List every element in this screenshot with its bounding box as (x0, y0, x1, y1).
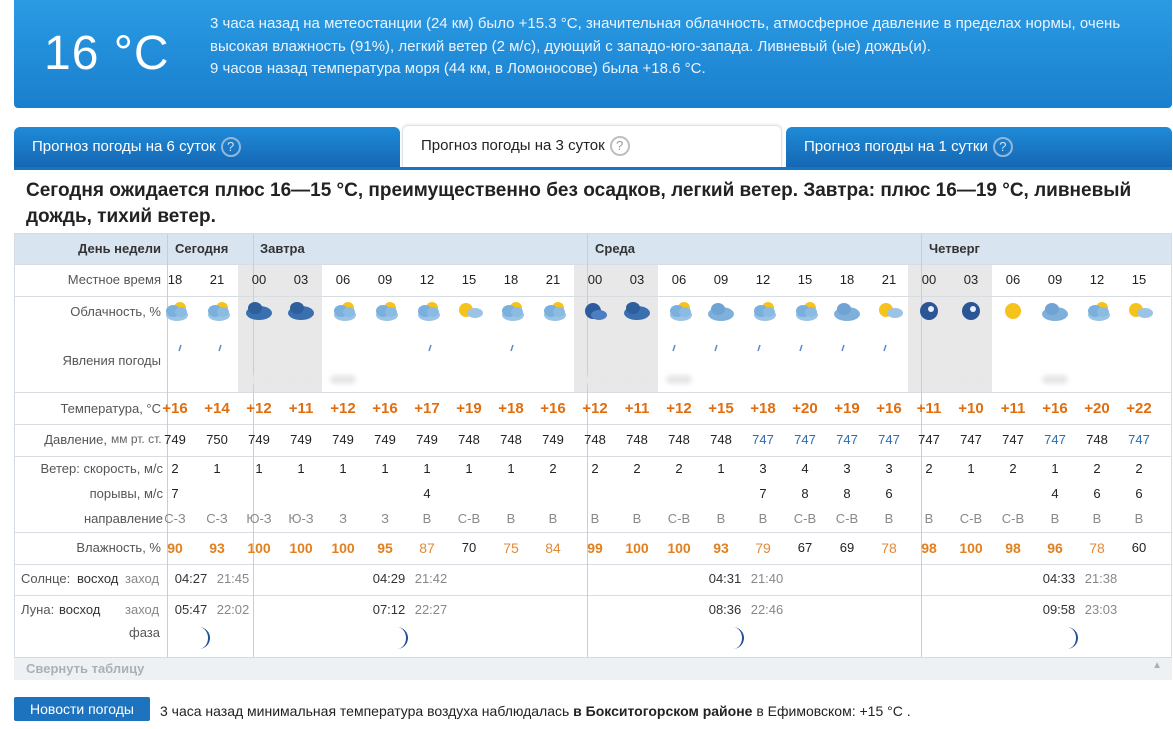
moonrise-time: 07:12 (372, 602, 406, 617)
pressure-cell: 747 (1002, 432, 1024, 447)
pressure-cell: 749 (290, 432, 312, 447)
pressure-cell: 747 (794, 432, 816, 447)
time-label: Местное время (67, 272, 161, 287)
wind-direction-cell: В (548, 511, 558, 526)
humidity-cell: 84 (545, 540, 561, 556)
wind-speed-cell: 3 (843, 461, 851, 476)
wind-speed-cell: 2 (633, 461, 641, 476)
wind-direction-label: направление (83, 511, 163, 526)
moon-clear-icon (915, 300, 943, 322)
sun-label: Солнце: (21, 571, 71, 586)
temperature-cell: +10 (958, 400, 984, 417)
humidity-cell: 96 (1047, 540, 1063, 556)
cloudy-night-icon (245, 300, 273, 322)
wind-direction-cell: С-В (835, 511, 859, 526)
partly-cloudy-icon (539, 300, 567, 322)
partly-cloudy-icon (203, 300, 231, 322)
time-cell: 15 (1131, 272, 1147, 287)
rain-icon (756, 340, 762, 348)
partly-cloudy-icon (413, 300, 441, 322)
wind-direction-cell: В (590, 511, 600, 526)
wind-direction-cell: В (924, 511, 934, 526)
wind-speed-cell: 1 (1051, 461, 1059, 476)
time-cell: 00 (251, 272, 267, 287)
news-district-link[interactable]: в Бокситогорском районе (573, 703, 753, 719)
humidity-cell: 93 (713, 540, 729, 556)
pressure-cell: 749 (164, 432, 186, 447)
sun-rise-label: восход (77, 571, 119, 586)
day-name: Среда (595, 241, 636, 256)
sunset-time: 21:38 (1084, 571, 1118, 586)
wind-direction-cell: З (381, 511, 389, 526)
humidity-cell: 78 (881, 540, 897, 556)
partly-cloudy-icon (371, 300, 399, 322)
wind-direction-cell: С-З (164, 511, 186, 526)
humidity-cell: 70 (461, 540, 477, 555)
moon-phase-icon (193, 625, 213, 651)
wind-direction-cell: С-З (206, 511, 228, 526)
partly-cloudy-icon (161, 300, 189, 322)
wind-gust-cell: 7 (171, 486, 179, 501)
wind-direction-cell: Ю-З (246, 511, 272, 526)
humidity-cell: 75 (503, 540, 519, 556)
humidity-label: Влажность, % (76, 540, 161, 555)
temperature-cell: +15 (708, 400, 734, 417)
rain-icon (798, 340, 804, 348)
wind-direction-cell: С-В (457, 511, 481, 526)
weather-news-text (160, 703, 911, 719)
time-cell: 03 (293, 272, 309, 287)
moon-set-label: заход (125, 602, 160, 617)
row-divider (15, 595, 1172, 596)
wind-speed-cell: 2 (1009, 461, 1017, 476)
wind-speed-cell: 1 (423, 461, 431, 476)
pressure-cell: 749 (416, 432, 438, 447)
wind-gust-cell: 6 (1135, 486, 1143, 501)
temperature-cell: +16 (162, 400, 188, 417)
humidity-cell: 69 (839, 540, 855, 555)
row-divider (15, 424, 1172, 425)
row-divider (15, 392, 1172, 393)
temperature-cell: +16 (1042, 400, 1068, 417)
wind-direction-cell: В (1092, 511, 1102, 526)
temperature-cell: +16 (876, 400, 902, 417)
temperature-cell: +11 (916, 400, 942, 417)
forecast-tabs (14, 125, 1172, 167)
temperature-cell: +20 (1084, 400, 1110, 417)
moon-phase-icon (1061, 625, 1081, 651)
time-cell: 03 (629, 272, 645, 287)
row-divider (15, 264, 1172, 265)
sunrise-time: 04:33 (1042, 571, 1076, 586)
time-cell: 06 (671, 272, 687, 287)
humidity-cell: 100 (289, 540, 313, 556)
pressure-cell: 748 (626, 432, 648, 447)
sun-set-label: заход (125, 571, 160, 586)
sunrise-time: 04:29 (372, 571, 406, 586)
moonset-time: 22:27 (414, 602, 448, 617)
wind-gust-cell: 7 (759, 486, 767, 501)
humidity-cell: 98 (1005, 540, 1021, 556)
pressure-cell: 748 (1086, 432, 1108, 447)
rain-icon (509, 340, 515, 348)
temperature-cell: +12 (246, 400, 272, 417)
humidity-cell: 100 (625, 540, 649, 556)
pressure-cell: 749 (542, 432, 564, 447)
partly-cloudy-icon (665, 300, 693, 322)
wind-direction-cell: С-В (667, 511, 691, 526)
temperature-cell: +17 (414, 400, 440, 417)
humidity-cell: 67 (797, 540, 813, 555)
rain-icon (671, 340, 677, 348)
pressure-cell: 748 (458, 432, 480, 447)
wind-direction-cell: В (422, 511, 432, 526)
partly-cloudy-icon (749, 300, 777, 322)
wind-speed-cell: 1 (717, 461, 725, 476)
tab-6-days-label: Прогноз погоды на 6 суток (32, 138, 216, 155)
temperature-cell: +19 (456, 400, 482, 417)
time-cell: 18 (167, 272, 183, 287)
cloudy-icon (1041, 300, 1069, 322)
time-cell: 21 (881, 272, 897, 287)
humidity-cell: 60 (1131, 540, 1147, 555)
moon-phase-icon (727, 625, 747, 651)
wind-speed-cell: 3 (759, 461, 767, 476)
time-cell: 00 (921, 272, 937, 287)
pressure-cell: 747 (1044, 432, 1066, 447)
tab-3-days-label: Прогноз погоды на 3 суток (421, 137, 605, 154)
help-icon[interactable]: ? (221, 137, 241, 157)
wind-gust-cell: 8 (801, 486, 809, 501)
pressure-cell: 750 (206, 432, 228, 447)
sun-cloud-icon (455, 300, 483, 322)
partly-cloudy-icon (497, 300, 525, 322)
humidity-cell: 98 (921, 540, 937, 556)
weather-news-button[interactable]: Новости погоды (14, 697, 150, 721)
wind-direction-cell: В (716, 511, 726, 526)
temperature-cell: +16 (372, 400, 398, 417)
pressure-cell: 749 (374, 432, 396, 447)
wind-speed-cell: 2 (675, 461, 683, 476)
temperature-cell: +12 (582, 400, 608, 417)
row-divider (15, 532, 1172, 533)
wind-speed-cell: 2 (1135, 461, 1143, 476)
fog-icon (330, 375, 356, 384)
time-cell: 12 (1089, 272, 1105, 287)
time-cell: 18 (503, 272, 519, 287)
temperature-cell: +22 (1126, 400, 1152, 417)
sun-icon (999, 300, 1027, 322)
temperature-label: Температура, °C (60, 401, 161, 416)
sea-temperature-report: 9 часов назад температура моря (44 км, в Ломоносове) была +18.6 °C. (210, 60, 706, 77)
humidity-cell: 100 (667, 540, 691, 556)
rain-icon (882, 340, 888, 348)
temperature-cell: +12 (330, 400, 356, 417)
humidity-cell: 87 (419, 540, 435, 556)
humidity-cell: 95 (377, 540, 393, 556)
forecast-summary: Сегодня ожидается плюс 16—15 °C, преимущественно без осадков, легкий ветер. Завтра: плюс 16—19 °C, ливневый дождь, тихий ветер. (14, 167, 1172, 233)
time-cell: 03 (963, 272, 979, 287)
sunset-time: 21:42 (414, 571, 448, 586)
tab-3-days[interactable] (402, 125, 782, 169)
wind-gust-cell: 6 (885, 486, 893, 501)
wind-speed-cell: 1 (255, 461, 263, 476)
moonset-time: 22:46 (750, 602, 784, 617)
wind-speed-label: Ветер: скорость, м/с (40, 461, 163, 476)
sun-cloud-icon (1125, 300, 1153, 322)
moonrise-time: 05:47 (174, 602, 208, 617)
time-cell: 09 (713, 272, 729, 287)
wind-speed-cell: 1 (381, 461, 389, 476)
humidity-cell: 79 (755, 540, 771, 556)
help-icon[interactable]: ? (610, 136, 630, 156)
time-cell: 21 (545, 272, 561, 287)
fog-icon (666, 375, 692, 384)
pressure-cell: 747 (752, 432, 774, 447)
time-cell: 21 (209, 272, 225, 287)
partly-cloudy-icon (1083, 300, 1111, 322)
humidity-cell: 93 (209, 540, 225, 556)
rain-icon (217, 340, 223, 348)
wind-speed-cell: 1 (339, 461, 347, 476)
wind-speed-cell: 2 (591, 461, 599, 476)
cloudy-icon (833, 300, 861, 322)
time-cell: 18 (839, 272, 855, 287)
moonrise-time: 09:58 (1042, 602, 1076, 617)
cloud-label: Облачность, % (70, 304, 161, 319)
wind-speed-cell: 2 (1093, 461, 1101, 476)
wind-speed-cell: 1 (297, 461, 305, 476)
wind-direction-cell: С-В (1001, 511, 1025, 526)
humidity-cell: 99 (587, 540, 603, 556)
pressure-cell: 749 (332, 432, 354, 447)
wind-gust-cell: 4 (423, 486, 431, 501)
fog-icon (958, 375, 984, 384)
moon-cloud-icon (581, 300, 609, 322)
rain-icon (427, 340, 433, 348)
cloudy-night-icon (623, 300, 651, 322)
temperature-cell: +19 (834, 400, 860, 417)
time-cell: 15 (461, 272, 477, 287)
pressure-cell: 747 (918, 432, 940, 447)
sunset-time: 21:45 (216, 571, 250, 586)
fog-icon (1042, 375, 1068, 384)
rain-icon (177, 340, 183, 348)
sunrise-time: 04:31 (708, 571, 742, 586)
row-divider (15, 456, 1172, 457)
temperature-cell: +18 (498, 400, 524, 417)
wind-speed-cell: 2 (549, 461, 557, 476)
news-text-part: в Ефимовском: +15 °C . (752, 703, 911, 719)
wind-speed-cell: 4 (801, 461, 809, 476)
wind-speed-cell: 2 (925, 461, 933, 476)
wind-speed-cell: 1 (465, 461, 473, 476)
wind-speed-cell: 3 (885, 461, 893, 476)
current-weather-banner (14, 0, 1172, 108)
arrow-up-icon: ▲ (1152, 660, 1162, 671)
day-name: Сегодня (175, 241, 229, 256)
pressure-cell: 747 (836, 432, 858, 447)
wind-direction-cell: С-В (959, 511, 983, 526)
moonset-time: 23:03 (1084, 602, 1118, 617)
pressure-cell: 747 (878, 432, 900, 447)
fog-icon (288, 375, 314, 384)
day-name: Четверг (929, 241, 980, 256)
pressure-cell: 748 (710, 432, 732, 447)
row-divider (15, 296, 1172, 297)
moon-phase-icon (391, 625, 411, 651)
pressure-cell: 747 (960, 432, 982, 447)
wind-direction-cell: В (758, 511, 768, 526)
partly-cloudy-icon (791, 300, 819, 322)
news-text-part: 3 часа назад минимальная температура воздуха наблюдалась (160, 703, 574, 719)
wind-speed-cell: 2 (171, 461, 179, 476)
humidity-cell: 78 (1089, 540, 1105, 556)
time-cell: 12 (419, 272, 435, 287)
wind-gust-label: порывы, м/с (89, 486, 163, 501)
moon-rise-label: восход (59, 602, 101, 617)
moon-label: Луна: (21, 602, 55, 617)
wind-direction-cell: С-В (793, 511, 817, 526)
collapse-label: Свернуть таблицу (26, 661, 145, 676)
day-label: День недели (78, 241, 161, 256)
cloudy-night-icon (287, 300, 315, 322)
pressure-cell: 747 (1128, 432, 1150, 447)
wind-direction-cell: В (1134, 511, 1144, 526)
wind-direction-cell: В (632, 511, 642, 526)
time-cell: 09 (1047, 272, 1063, 287)
humidity-cell: 90 (167, 540, 183, 556)
fog-icon (624, 375, 650, 384)
wind-direction-cell: Ю-З (288, 511, 314, 526)
temperature-cell: +12 (666, 400, 692, 417)
pressure-cell: 748 (584, 432, 606, 447)
wind-gust-cell: 8 (843, 486, 851, 501)
fog-icon (582, 375, 608, 384)
current-temperature: 16 °C (44, 27, 170, 80)
wind-speed-cell: 1 (213, 461, 221, 476)
tab-1-day-label: Прогноз погоды на 1 сутки (804, 138, 988, 155)
time-cell: 06 (1005, 272, 1021, 287)
current-weather-text (210, 13, 1130, 81)
wind-gust-cell: 6 (1093, 486, 1101, 501)
wind-direction-cell: В (884, 511, 894, 526)
row-divider (15, 564, 1172, 565)
wind-direction-cell: В (1050, 511, 1060, 526)
rain-icon (840, 340, 846, 348)
pressure-cell: 748 (668, 432, 690, 447)
rain-icon (713, 340, 719, 348)
tab-6-days[interactable] (14, 127, 400, 167)
temperature-cell: +11 (288, 400, 314, 417)
sunset-time: 21:40 (750, 571, 784, 586)
tab-1-day[interactable] (786, 127, 1172, 167)
collapse-table-button[interactable] (14, 658, 1172, 680)
wind-gust-cell: 4 (1051, 486, 1059, 501)
temperature-cell: +20 (792, 400, 818, 417)
humidity-cell: 100 (959, 540, 983, 556)
pressure-label: Давление, (44, 432, 107, 447)
help-icon[interactable]: ? (993, 137, 1013, 157)
time-cell: 09 (377, 272, 393, 287)
temperature-cell: +11 (624, 400, 650, 417)
wind-direction-cell: З (339, 511, 347, 526)
forecast-table (14, 233, 1172, 658)
time-cell: 06 (335, 272, 351, 287)
partly-cloudy-icon (329, 300, 357, 322)
station-report: 3 часа назад на метеостанции (24 км) было +15.3 °C, значительная облачность, атмосферное давление в пределах нормы, очень высокая влажность (91%), легкий ветер (2 м/с), дующий с западо-юго-запада. Ливневый (ые) дождь(и). (210, 15, 1121, 55)
wind-speed-cell: 1 (967, 461, 975, 476)
moonrise-time: 08:36 (708, 602, 742, 617)
wind-speed-cell: 1 (507, 461, 515, 476)
pressure-cell: 749 (248, 432, 270, 447)
time-cell: 15 (797, 272, 813, 287)
humidity-cell: 100 (247, 540, 271, 556)
temperature-cell: +16 (540, 400, 566, 417)
phenomena-label: Явления погоды (62, 353, 161, 368)
temperature-cell: +14 (204, 400, 230, 417)
time-cell: 12 (755, 272, 771, 287)
moon-phase-label: фаза (129, 625, 160, 640)
fog-icon (246, 375, 272, 384)
sunrise-time: 04:27 (174, 571, 208, 586)
temperature-cell: +11 (1000, 400, 1026, 417)
moonset-time: 22:02 (216, 602, 250, 617)
moon-clear-icon (957, 300, 985, 322)
pressure-unit-label: мм рт. ст. (111, 432, 162, 446)
sun-cloud-icon (875, 300, 903, 322)
time-cell: 00 (587, 272, 603, 287)
cloudy-icon (707, 300, 735, 322)
pressure-cell: 748 (500, 432, 522, 447)
temperature-cell: +18 (750, 400, 776, 417)
day-name: Завтра (260, 241, 305, 256)
humidity-cell: 100 (331, 540, 355, 556)
wind-direction-cell: В (506, 511, 516, 526)
